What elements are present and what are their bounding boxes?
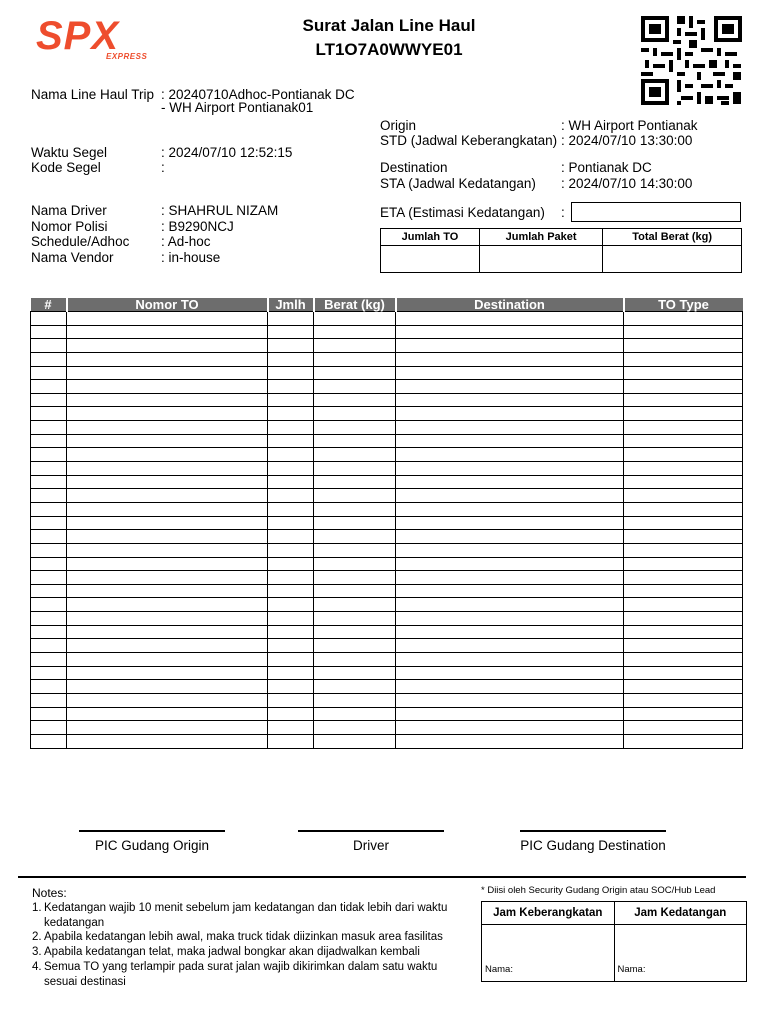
cell-number[interactable] (31, 421, 67, 435)
cell-nomor-to[interactable] (67, 666, 268, 680)
cell-jmlh[interactable] (268, 707, 314, 721)
cell-berat[interactable] (314, 639, 396, 653)
cell-number[interactable] (31, 502, 67, 516)
summary-cell-total-berat[interactable] (603, 246, 742, 273)
table-row (31, 393, 743, 407)
cell-nomor-to[interactable] (67, 571, 268, 585)
cell-nomor-to[interactable] (67, 584, 268, 598)
cell-destination[interactable] (396, 489, 624, 503)
summary-header-total-berat: Total Berat (kg) (603, 229, 742, 246)
table-row (31, 625, 743, 639)
cell-number[interactable] (31, 312, 67, 326)
table-row (31, 639, 743, 653)
items-header-nomor-to: Nomor TO (67, 298, 268, 312)
cell-to-type[interactable] (624, 475, 743, 489)
cell-number[interactable] (31, 434, 67, 448)
cell-destination[interactable] (396, 693, 624, 707)
table-row (31, 312, 743, 326)
cell-jmlh[interactable] (268, 584, 314, 598)
cell-nomor-to[interactable] (67, 339, 268, 353)
spx-logo (36, 14, 146, 64)
items-header-to-type: TO Type (624, 298, 743, 312)
cell-destination[interactable] (396, 325, 624, 339)
items-table (30, 298, 743, 749)
cell-berat[interactable] (314, 502, 396, 516)
cell-berat[interactable] (314, 598, 396, 612)
std-value: : 2024/07/10 13:30:00 (561, 133, 693, 148)
cell-berat[interactable] (314, 530, 396, 544)
cell-jmlh[interactable] (268, 639, 314, 653)
cell-jmlh[interactable] (268, 666, 314, 680)
plate-label: Nomor Polisi (31, 219, 108, 234)
cell-berat[interactable] (314, 339, 396, 353)
cell-jmlh[interactable] (268, 693, 314, 707)
cell-destination[interactable] (396, 516, 624, 530)
destination-value: : Pontianak DC (561, 160, 652, 175)
cell-destination[interactable] (396, 707, 624, 721)
cell-berat[interactable] (314, 721, 396, 735)
eta-field[interactable] (571, 202, 741, 222)
cell-berat[interactable] (314, 571, 396, 585)
cell-destination[interactable] (396, 393, 624, 407)
cell-berat[interactable] (314, 462, 396, 476)
std-label: STD (Jadwal Keberangkatan) (380, 133, 558, 148)
security-cell-departure[interactable] (482, 925, 615, 982)
note-item: 2. Apabila kedatangan lebih awal, maka truck tidak diizinkan masuk area fasilitas (32, 931, 443, 944)
table-row (31, 352, 743, 366)
trip-value-line1: : 20240710Adhoc-Pontianak DC (161, 87, 355, 102)
cell-jmlh[interactable] (268, 421, 314, 435)
cell-jmlh[interactable] (268, 312, 314, 326)
signature-line-destination (520, 830, 666, 832)
qr-code-icon (640, 15, 743, 107)
table-row (31, 693, 743, 707)
cell-jmlh[interactable] (268, 530, 314, 544)
cell-berat[interactable] (314, 421, 396, 435)
cell-nomor-to[interactable] (67, 721, 268, 735)
cell-jmlh[interactable] (268, 571, 314, 585)
vendor-label: Nama Vendor (31, 250, 114, 265)
document-id: LT1O7A0WWYE01 (315, 40, 463, 59)
cell-to-type[interactable] (624, 584, 743, 598)
summary-cell-jumlah-to[interactable] (381, 246, 480, 273)
cell-to-type[interactable] (624, 462, 743, 476)
table-row (31, 680, 743, 694)
cell-destination[interactable] (396, 680, 624, 694)
signature-line-driver (298, 830, 444, 832)
cell-destination[interactable] (396, 734, 624, 748)
cell-berat[interactable] (314, 366, 396, 380)
seal-time-label: Waktu Segel (31, 145, 108, 160)
cell-jmlh[interactable] (268, 448, 314, 462)
cell-nomor-to[interactable] (67, 530, 268, 544)
sta-label: STA (Jadwal Kedatangan) (380, 176, 536, 191)
cell-berat[interactable] (314, 612, 396, 626)
cell-destination[interactable] (396, 407, 624, 421)
origin-value: : WH Airport Pontianak (561, 118, 698, 133)
cell-number[interactable] (31, 543, 67, 557)
table-row (31, 612, 743, 626)
cell-number[interactable] (31, 393, 67, 407)
cell-nomor-to[interactable] (67, 502, 268, 516)
cell-to-type[interactable] (624, 489, 743, 503)
table-row (31, 530, 743, 544)
summary-header-jumlah-to: Jumlah TO (381, 229, 480, 246)
cell-nomor-to[interactable] (67, 489, 268, 503)
cell-number[interactable] (31, 325, 67, 339)
cell-to-type[interactable] (624, 530, 743, 544)
cell-destination[interactable] (396, 653, 624, 667)
cell-destination[interactable] (396, 352, 624, 366)
table-row (31, 571, 743, 585)
seal-code-label: Kode Segel (31, 160, 101, 175)
table-row (31, 462, 743, 476)
cell-to-type[interactable] (624, 625, 743, 639)
cell-number[interactable] (31, 680, 67, 694)
seal-code-value: : (161, 160, 165, 175)
signature-label-driver: Driver (353, 838, 389, 853)
cell-nomor-to[interactable] (67, 366, 268, 380)
cell-jmlh[interactable] (268, 434, 314, 448)
cell-nomor-to[interactable] (67, 516, 268, 530)
driver-name-label: Nama Driver (31, 203, 107, 218)
cell-jmlh[interactable] (268, 598, 314, 612)
cell-to-type[interactable] (624, 721, 743, 735)
cell-berat[interactable] (314, 734, 396, 748)
cell-number[interactable] (31, 339, 67, 353)
cell-destination[interactable] (396, 380, 624, 394)
cell-berat[interactable] (314, 489, 396, 503)
signature-label-origin: PIC Gudang Origin (94, 838, 210, 853)
cell-to-type[interactable] (624, 680, 743, 694)
cell-destination[interactable] (396, 571, 624, 585)
cell-number[interactable] (31, 448, 67, 462)
notes-list (32, 901, 462, 989)
cell-berat[interactable] (314, 448, 396, 462)
cell-number[interactable] (31, 516, 67, 530)
section-divider (18, 876, 746, 878)
cell-jmlh[interactable] (268, 489, 314, 503)
cell-destination[interactable] (396, 312, 624, 326)
notes-title: Notes: (32, 886, 67, 900)
cell-to-type[interactable] (624, 571, 743, 585)
cell-nomor-to[interactable] (67, 557, 268, 571)
cell-to-type[interactable] (624, 339, 743, 353)
cell-berat[interactable] (314, 625, 396, 639)
cell-number[interactable] (31, 571, 67, 585)
table-row (31, 734, 743, 748)
cell-nomor-to[interactable] (67, 653, 268, 667)
cell-berat[interactable] (314, 352, 396, 366)
cell-berat[interactable] (314, 707, 396, 721)
cell-nomor-to[interactable] (67, 462, 268, 476)
cell-number[interactable] (31, 707, 67, 721)
cell-to-type[interactable] (624, 502, 743, 516)
cell-number[interactable] (31, 407, 67, 421)
cell-nomor-to[interactable] (67, 693, 268, 707)
logo-sub: EXPRESS (106, 52, 148, 61)
cell-to-type[interactable] (624, 543, 743, 557)
note-item: 1. Kedatangan wajib 10 menit sebelum jam kedatangan dan tidak lebih dari waktu kedatangan (32, 902, 448, 929)
items-header-jmlh: Jmlh (268, 298, 314, 312)
cell-berat[interactable] (314, 543, 396, 557)
cell-berat[interactable] (314, 557, 396, 571)
signature-line-origin (79, 830, 225, 832)
table-row (31, 653, 743, 667)
summary-cell-jumlah-paket[interactable] (479, 246, 602, 273)
trip-label: Nama Line Haul Trip (31, 87, 155, 102)
cell-nomor-to[interactable] (67, 612, 268, 626)
cell-berat[interactable] (314, 325, 396, 339)
cell-jmlh[interactable] (268, 625, 314, 639)
cell-berat[interactable] (314, 407, 396, 421)
cell-destination[interactable] (396, 584, 624, 598)
cell-nomor-to[interactable] (67, 352, 268, 366)
cell-nomor-to[interactable] (67, 625, 268, 639)
security-header-arrival: Jam Kedatangan (614, 902, 747, 925)
cell-number[interactable] (31, 530, 67, 544)
signature-label-destination: PIC Gudang Destination (520, 838, 666, 853)
eta-colon: : (561, 205, 565, 220)
cell-jmlh[interactable] (268, 653, 314, 667)
cell-jmlh[interactable] (268, 393, 314, 407)
security-name-label: Nama: (485, 964, 513, 975)
cell-destination[interactable] (396, 434, 624, 448)
schedule-label: Schedule/Adhoc (31, 234, 130, 249)
origin-label: Origin (380, 118, 417, 133)
cell-jmlh[interactable] (268, 462, 314, 476)
cell-berat[interactable] (314, 666, 396, 680)
cell-destination[interactable] (396, 625, 624, 639)
cell-destination[interactable] (396, 721, 624, 735)
summary-table (380, 228, 742, 273)
destination-label: Destination (380, 160, 448, 175)
cell-berat[interactable] (314, 475, 396, 489)
cell-number[interactable] (31, 598, 67, 612)
cell-to-type[interactable] (624, 312, 743, 326)
security-header-departure: Jam Keberangkatan (482, 902, 615, 925)
cell-to-type[interactable] (624, 393, 743, 407)
cell-to-type[interactable] (624, 325, 743, 339)
table-row (31, 434, 743, 448)
cell-jmlh[interactable] (268, 543, 314, 557)
trip-value-line2: - WH Airport Pontianak01 (161, 100, 314, 115)
table-row (31, 421, 743, 435)
plate-value: : B9290NCJ (161, 219, 234, 234)
security-signoff-table (481, 901, 747, 982)
table-row (31, 707, 743, 721)
cell-jmlh[interactable] (268, 721, 314, 735)
cell-nomor-to[interactable] (67, 407, 268, 421)
table-row (31, 475, 743, 489)
eta-label: ETA (Estimasi Kedatangan) (380, 205, 545, 220)
cell-nomor-to[interactable] (67, 734, 268, 748)
table-row (31, 502, 743, 516)
table-row (31, 366, 743, 380)
table-row (31, 543, 743, 557)
table-row (31, 325, 743, 339)
cell-to-type[interactable] (624, 516, 743, 530)
summary-header-jumlah-paket: Jumlah Paket (479, 229, 602, 246)
cell-berat[interactable] (314, 312, 396, 326)
cell-nomor-to[interactable] (67, 421, 268, 435)
cell-jmlh[interactable] (268, 339, 314, 353)
cell-destination[interactable] (396, 462, 624, 476)
cell-destination[interactable] (396, 543, 624, 557)
cell-destination[interactable] (396, 475, 624, 489)
cell-berat[interactable] (314, 584, 396, 598)
cell-jmlh[interactable] (268, 366, 314, 380)
table-row (31, 721, 743, 735)
cell-to-type[interactable] (624, 366, 743, 380)
cell-number[interactable] (31, 352, 67, 366)
cell-nomor-to[interactable] (67, 325, 268, 339)
cell-jmlh[interactable] (268, 680, 314, 694)
table-row (31, 516, 743, 530)
seal-time-value: : 2024/07/10 12:52:15 (161, 145, 293, 160)
cell-destination[interactable] (396, 366, 624, 380)
cell-berat[interactable] (314, 653, 396, 667)
cell-to-type[interactable] (624, 448, 743, 462)
cell-jmlh[interactable] (268, 557, 314, 571)
cell-destination[interactable] (396, 448, 624, 462)
cell-number[interactable] (31, 462, 67, 476)
cell-nomor-to[interactable] (67, 434, 268, 448)
cell-to-type[interactable] (624, 693, 743, 707)
cell-to-type[interactable] (624, 612, 743, 626)
items-header-number: # (31, 298, 67, 312)
cell-number[interactable] (31, 693, 67, 707)
cell-nomor-to[interactable] (67, 312, 268, 326)
cell-number[interactable] (31, 625, 67, 639)
cell-jmlh[interactable] (268, 475, 314, 489)
cell-jmlh[interactable] (268, 612, 314, 626)
cell-to-type[interactable] (624, 734, 743, 748)
cell-berat[interactable] (314, 693, 396, 707)
cell-to-type[interactable] (624, 557, 743, 571)
cell-to-type[interactable] (624, 434, 743, 448)
cell-destination[interactable] (396, 557, 624, 571)
cell-to-type[interactable] (624, 380, 743, 394)
security-note: * Diisi oleh Security Gudang Origin atau SOC/Hub Lead (481, 885, 716, 896)
vendor-value: : in-house (161, 250, 221, 265)
sta-value: : 2024/07/10 14:30:00 (561, 176, 693, 191)
note-item: 4. Semua TO yang terlampir pada surat jalan wajib dikirimkan dalam satu waktu sesuai destinasi (32, 960, 438, 988)
cell-destination[interactable] (396, 598, 624, 612)
schedule-value: : Ad-hoc (161, 234, 211, 249)
cell-number[interactable] (31, 475, 67, 489)
cell-destination[interactable] (396, 612, 624, 626)
cell-jmlh[interactable] (268, 516, 314, 530)
cell-nomor-to[interactable] (67, 707, 268, 721)
cell-berat[interactable] (314, 380, 396, 394)
table-row (31, 407, 743, 421)
cell-nomor-to[interactable] (67, 380, 268, 394)
cell-jmlh[interactable] (268, 407, 314, 421)
table-row (31, 339, 743, 353)
table-row (31, 557, 743, 571)
items-header-berat: Berat (kg) (314, 298, 396, 312)
cell-to-type[interactable] (624, 598, 743, 612)
cell-to-type[interactable] (624, 421, 743, 435)
cell-destination[interactable] (396, 421, 624, 435)
cell-destination[interactable] (396, 666, 624, 680)
document-title: Surat Jalan Line Haul (302, 16, 476, 35)
cell-to-type[interactable] (624, 352, 743, 366)
cell-jmlh[interactable] (268, 352, 314, 366)
security-cell-arrival[interactable] (614, 925, 747, 982)
cell-number[interactable] (31, 639, 67, 653)
cell-berat[interactable] (314, 434, 396, 448)
table-row (31, 489, 743, 503)
cell-number[interactable] (31, 734, 67, 748)
security-name-label: Nama: (617, 964, 646, 975)
cell-number[interactable] (31, 721, 67, 735)
logo-brand: SPX (36, 14, 120, 58)
cell-to-type[interactable] (624, 639, 743, 653)
cell-berat[interactable] (314, 516, 396, 530)
cell-number[interactable] (31, 557, 67, 571)
table-row (31, 380, 743, 394)
table-row (31, 666, 743, 680)
cell-number[interactable] (31, 612, 67, 626)
cell-to-type[interactable] (624, 707, 743, 721)
cell-number[interactable] (31, 653, 67, 667)
items-header-destination: Destination (396, 298, 624, 312)
cell-nomor-to[interactable] (67, 393, 268, 407)
cell-destination[interactable] (396, 339, 624, 353)
cell-to-type[interactable] (624, 666, 743, 680)
cell-nomor-to[interactable] (67, 448, 268, 462)
cell-nomor-to[interactable] (67, 598, 268, 612)
cell-berat[interactable] (314, 680, 396, 694)
table-row (31, 584, 743, 598)
cell-number[interactable] (31, 584, 67, 598)
cell-destination[interactable] (396, 502, 624, 516)
cell-number[interactable] (31, 380, 67, 394)
cell-berat[interactable] (314, 393, 396, 407)
cell-jmlh[interactable] (268, 502, 314, 516)
cell-to-type[interactable] (624, 653, 743, 667)
cell-nomor-to[interactable] (67, 475, 268, 489)
cell-number[interactable] (31, 666, 67, 680)
note-item: 3. Apabila kedatangan telat, maka jadwal bongkar akan dijadwalkan kembali (32, 946, 420, 959)
cell-destination[interactable] (396, 530, 624, 544)
cell-jmlh[interactable] (268, 734, 314, 748)
cell-number[interactable] (31, 366, 67, 380)
cell-nomor-to[interactable] (67, 543, 268, 557)
driver-name-value: : SHAHRUL NIZAM (161, 203, 279, 218)
table-row (31, 598, 743, 612)
cell-nomor-to[interactable] (67, 639, 268, 653)
cell-number[interactable] (31, 489, 67, 503)
cell-nomor-to[interactable] (67, 680, 268, 694)
cell-jmlh[interactable] (268, 325, 314, 339)
table-row (31, 448, 743, 462)
cell-destination[interactable] (396, 639, 624, 653)
cell-to-type[interactable] (624, 407, 743, 421)
cell-jmlh[interactable] (268, 380, 314, 394)
